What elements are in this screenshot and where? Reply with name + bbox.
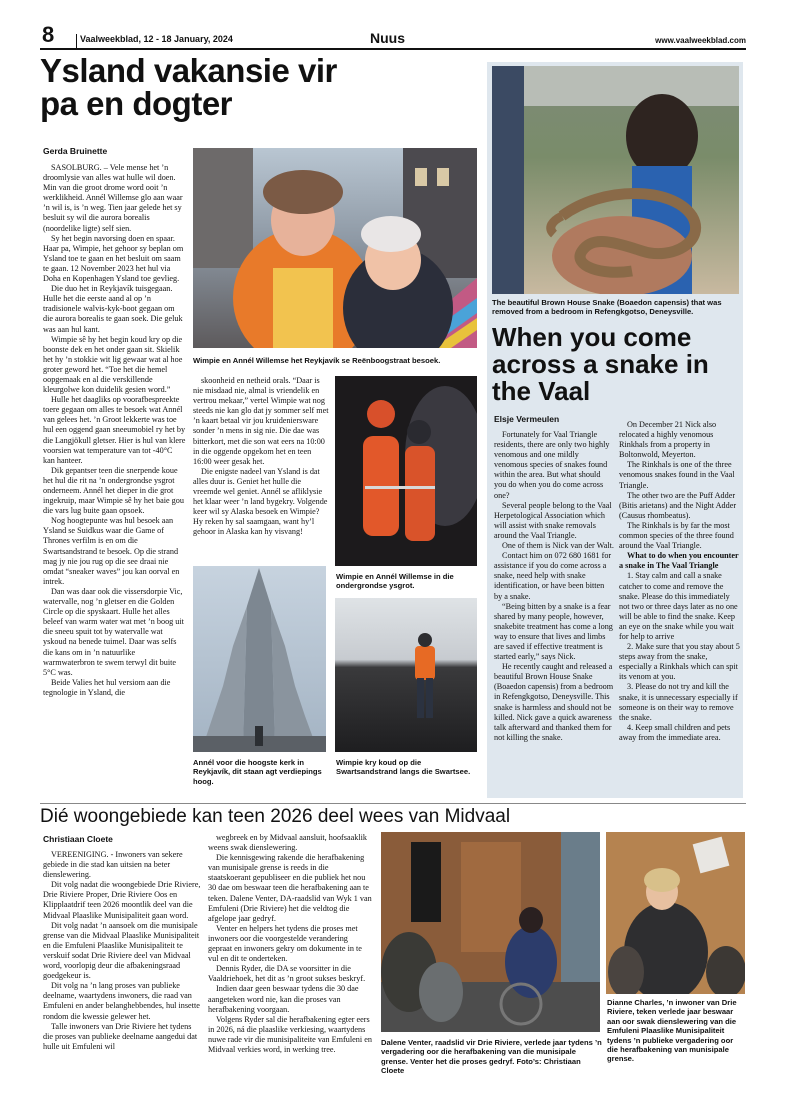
paragraph: Contact him on 072 680 1681 for assistance if you do come across a snake, need help with snake identification, or have been bitten by a snake. bbox=[494, 551, 612, 601]
caption-meeting: Dalene Venter, raadslid vir Drie Riviere, verlede jaar tydens ’n vergadering oor die herafbakening van die munisipale grense. Venter het die proses gedryf. Foto’s: Christiaan Cloete bbox=[381, 1038, 602, 1076]
paragraph: “Being bitten by a snake is a fear shared by many people, however, snakebite treatment has come a long way to ensure that lives and limbs are saved if effective treatment is started early,” says Nick. bbox=[494, 601, 613, 662]
header-divider bbox=[76, 34, 77, 48]
headline-line: across a snake in bbox=[492, 349, 709, 379]
section-label: Nuus bbox=[370, 30, 405, 46]
paragraph: Talle inwoners van Drie Riviere het tydens die proses van publieke deelname aangedui dat hulle uit Emfuleni wil bbox=[43, 1021, 198, 1051]
step: 3. Please do not try and kill the snake, it is unnecessary especially if someone is on their way to remove the snake. bbox=[619, 682, 738, 722]
paragraph: wegbreek en by Midvaal aansluit, hoofsaaklik weens swak dienslewering. bbox=[208, 833, 367, 853]
article2-headline bbox=[492, 324, 742, 405]
article2-byline: Elsje Vermeulen bbox=[494, 414, 560, 424]
paragraph: skoonheid en netheid orals. “Daar is nie misdaad nie, almal is vriendelik en vertrou mekaar,” vertel Wimpie wat nog steeds nie kan glo dat jy sommer self met ’n kaart betaal vir jou kruideniersware sonder ’n mens in sig nie. Die dae was bitterkort, met die son wat eers na 10:00 in die oggende opgekom het en teen 16:00 weer gesak het. bbox=[193, 376, 329, 466]
caption-snake: The beautiful Brown House Snake (Boaedon capensis) that was removed from a bedroom in Refengkgotso, Deneysville. bbox=[492, 298, 722, 317]
header-rule bbox=[40, 48, 746, 50]
caption-ice-cave: Wimpie en Annél Willemse in die ondergrondse ysgrot. bbox=[336, 572, 454, 591]
article1-byline: Gerda Bruinette bbox=[43, 146, 108, 156]
paragraph: Fortunately for Vaal Triangle residents, there are only two highly venomous and one mildly venomous species of snakes found within the area. But what should you do when you do come across one? bbox=[494, 430, 610, 500]
paragraph: Dan was daar ook die vissersdorpie Vic, watervalle, nog ’n gletser en die Golden Circle op die spyskaart. Hulle het alles beleef van warm water wat met ’n boog uit die sneeu spuit tot by watervalle wat yskoud na benede tuimel. Daar was selfs die kans om in ’n natuurlike warmwaterbron te swem terwyl dit buite 5°C was. bbox=[43, 586, 184, 677]
photo-objection bbox=[606, 832, 745, 994]
paragraph: The other two are the Puff Adder (Bitis arietans) and the Night Adder (Causus rhombeatus). bbox=[619, 490, 737, 520]
step: 4. Keep small children and pets away from the immediate area. bbox=[619, 722, 731, 742]
photo-church bbox=[193, 566, 326, 752]
article3-headline: Dié woongebiede kan teen 2026 deel wees van Midvaal bbox=[40, 806, 511, 827]
article3-column-1 bbox=[43, 850, 203, 1052]
headline-line: the Vaal bbox=[492, 376, 591, 406]
paragraph: Dit volg nadat die woongebiede Drie Riviere, Drie Riviere Proper, Drie Riviere Oos en Klipplaatdrif teen 2026 moontlik deel van die Midvaal Plaaslike Munisipaliteit gaan word. bbox=[43, 880, 201, 920]
photo-meeting bbox=[381, 832, 600, 1032]
article1-column-1 bbox=[43, 163, 186, 698]
headline-line: Ysland vakansie vir bbox=[40, 52, 337, 89]
paragraph: Sy het begin navorsing doen en spaar. Haar pa, Wimpie, het gehoor sy beplan om Ysland toe te gaan en het besluit om saam te gaan. 12 November 2023 het hul via Doha en Kopenhagen Ysland toe gevlieg. bbox=[43, 233, 184, 284]
photo-ice-cave bbox=[335, 376, 477, 566]
paragraph: VEREENIGING. - Inwoners van sekere gebiede in die stad kan uitsien na beter dienslewering. bbox=[43, 850, 183, 880]
paragraph: The Rinkhals is one of the three venomous snakes found in the Vaal Triangle. bbox=[619, 460, 735, 490]
website: www.vaalweekblad.com bbox=[655, 36, 746, 45]
paragraph: One of them is Nick van der Walt. bbox=[502, 541, 614, 551]
page-number: 8 bbox=[42, 22, 55, 47]
paragraph: Indien daar geen beswaar tydens die 30 dae aangeteken word nie, kan die proses van herafbakening voorgaan. bbox=[208, 984, 359, 1014]
step: 2. Make sure that you stay about 5 steps away from the snake, especially a Rinkhals which can spit its venom at you. bbox=[619, 642, 740, 682]
caption-church: Annél voor die hoogste kerk in Reykjavík, dit staan agt verdiepings hoog. bbox=[193, 758, 322, 786]
paragraph: Venter en helpers het tydens die proses met inwoners oor die voorgestelde verandering gepraat en inwoners gekry om dokumente in te vul en dit te onderteken. bbox=[208, 923, 362, 964]
article2-column-1 bbox=[494, 430, 614, 743]
paragraph: Wimpie sê hy het begin koud kry op die boonste dek en het onder gaan sit. Skielik het hy ’n stokkie wit lig gewaar wat al hoe groter geword het. “Toe het die hemel oopgemaak en al die verskillende kleurgolwe kon duidelik gesien word.” bbox=[43, 334, 183, 395]
photo-snake bbox=[492, 66, 739, 294]
article1-headline bbox=[40, 54, 385, 120]
caption-beach: Wimpie kry koud op die Swartsandstrand langs die Swartsee. bbox=[336, 758, 471, 777]
paragraph: Dik gepantser teen die snerpende koue het hul die rit na ’n ondergrondse ysgrot onderneem. Annél het dieper in die grot ingekruip, maar Wimpie sê hy het baie gou die vars lug buite gaan opsoek. bbox=[43, 465, 184, 516]
paragraph: Dit volg nadat ’n aansoek om die munisipale grense van die Midvaal Plaaslike Munisipaliteit en die Emfuleni Plaaslike Munisipaliteit te verskuif sodat Drie Riviere deel van Midvaal word, voorlopig deur die afbakeningsraad goedgekeur is. bbox=[43, 920, 200, 981]
paragraph: Dennis Ryder, die DA se voorsitter in die Vaaldriehoek, het dit as ’n groot sukses beskryf. bbox=[208, 964, 366, 984]
article2-subhead: What to do when you encounter a snake in The Vaal Triangle bbox=[619, 551, 739, 571]
article1-column-2 bbox=[193, 376, 330, 538]
paragraph: On December 21 Nick also relocated a highly venomous Rinkhals from a property in Boltonwold, Meyerton. bbox=[619, 420, 717, 460]
article3-top-rule bbox=[40, 803, 746, 804]
paragraph: Several people belong to the Vaal Herpetological Association which will assist with snake removals around the Vaal Triangle. bbox=[494, 500, 612, 540]
paragraph: Nog hoogtepunte was hul besoek aan Ysland se Suidkus waar die Game of Thrones verfilm is en om die Swartsandstrand te besoek. Op die strand mag jy nie jou rug op die see draai nie omdat “sneaker waves” jou kan oorval en intrek. bbox=[43, 516, 180, 586]
paragraph: Die enigste nadeel van Ysland is dat alles duur is. Geniet het hulle die vreemde wel geniet. Annél se afliklysie het klaar weer ’n land bygekry. Volgende keer wil sy Alaska besoek en Wimpie? Hy reken hy sal saamgaan, want hy’l gehoor in Alaska kan hy visvang! bbox=[193, 466, 328, 537]
paragraph: Volgens Ryder sal die herafbakening egter eers in 2026, ná die plaaslike verkiesing, waartydens nuwe rade vir die munisipaliteite van Emfuleni en Midvaal verkies word, in werking tree. bbox=[208, 1014, 372, 1054]
photo-beach bbox=[335, 598, 477, 752]
caption-objection: Dianne Charles, ’n inwoner van Drie Riviere, teken verlede jaar beswaar aan oor swak dienslewering van die Emfuleni Plaaslike Munisipaliteit tydens ’n publieke vergadering oor die herafbakening van munisipale grense. bbox=[607, 998, 737, 1064]
caption-reykjavik: Wimpie en Annél Willemse het Reykjavík se Reënboogstraat besoek. bbox=[193, 356, 441, 365]
headline-line: pa en dogter bbox=[40, 85, 233, 122]
paragraph: Beide Valies het hul versiom aan die tegnologie in Ysland, die bbox=[43, 677, 171, 697]
paragraph: He recently caught and released a beautiful Brown House Snake (Boaedon capensis) from a bedroom in Refengkgotso, Deneysville. This snake is harmless and should not be killed. Nick gave a quick awareness talk afterward and thanked them for not killing the snake. bbox=[494, 662, 614, 742]
photo-reykjavik bbox=[193, 148, 477, 348]
paper-dates: Vaalweekblad, 12 - 18 January, 2024 bbox=[80, 34, 233, 44]
paragraph: SASOLBURG. – Vele mense het ’n droomlysie van alles wat hulle wil doen. Min van die groot drome word ooit ’n werklikheid. Annél Willemse glo aan waar ’n wil is, is ’n weg. Tien jaar gelede het sy besluit sy wil die aurora borealis (noordelike ligte) self sien. bbox=[43, 163, 183, 233]
article3-byline: Christiaan Cloete bbox=[43, 834, 113, 844]
paragraph: Die duo het in Reykjavík tuisgegaan. Hulle het die eerste aand al op ’n tradisionele walvis-kyk-boot gegaan om die aurora borealis te gaan soek. Die geluk was aan hul kant. bbox=[43, 284, 183, 334]
step: 1. Stay calm and call a snake catcher to come and remove the snake. Please do this immediately not two or three days later as no one will be able to find the snake. Keep an eye on the snake while you wait for help to arrive bbox=[619, 571, 738, 641]
article2-column-2 bbox=[619, 420, 740, 743]
paragraph: Hulle het daagliks op voorafbespreekte toere gegaan om alles te besoek wat Annél van gelees het. ’n Groot lekkerte was toe hul een oggend gaan sneeumobiel ry het by die Langjökull gletser. Hier is hul van klere voorsien wat temperature van tot -40°C kan hanteer. bbox=[43, 395, 186, 465]
paragraph: Dit volg na ’n lang proses van publieke deelname, waartydens inwoners, die raad van Emfuleni en ander belanghebbendes, hul insette rondom die kwessie gelewer het. bbox=[43, 981, 200, 1021]
article3-column-2 bbox=[208, 833, 373, 1055]
paragraph: The Rinkhals is by far the most common species of the three found around the Vaal Triangle. bbox=[619, 520, 734, 551]
headline-line: When you come bbox=[492, 322, 692, 352]
paragraph: Die kennisgewing rakende die herafbakening van munisipale grense is reeds in die staatskoerant gepubliseer en die publiek het nou 30 dae om beswaar teen die herafbakening aan te teken. Dalene Venter, DA-raadslid van Wyk 1 van Emfuleni (Drie Riviere) het die veldtog die afgelope jaar gedryf. bbox=[208, 853, 372, 923]
